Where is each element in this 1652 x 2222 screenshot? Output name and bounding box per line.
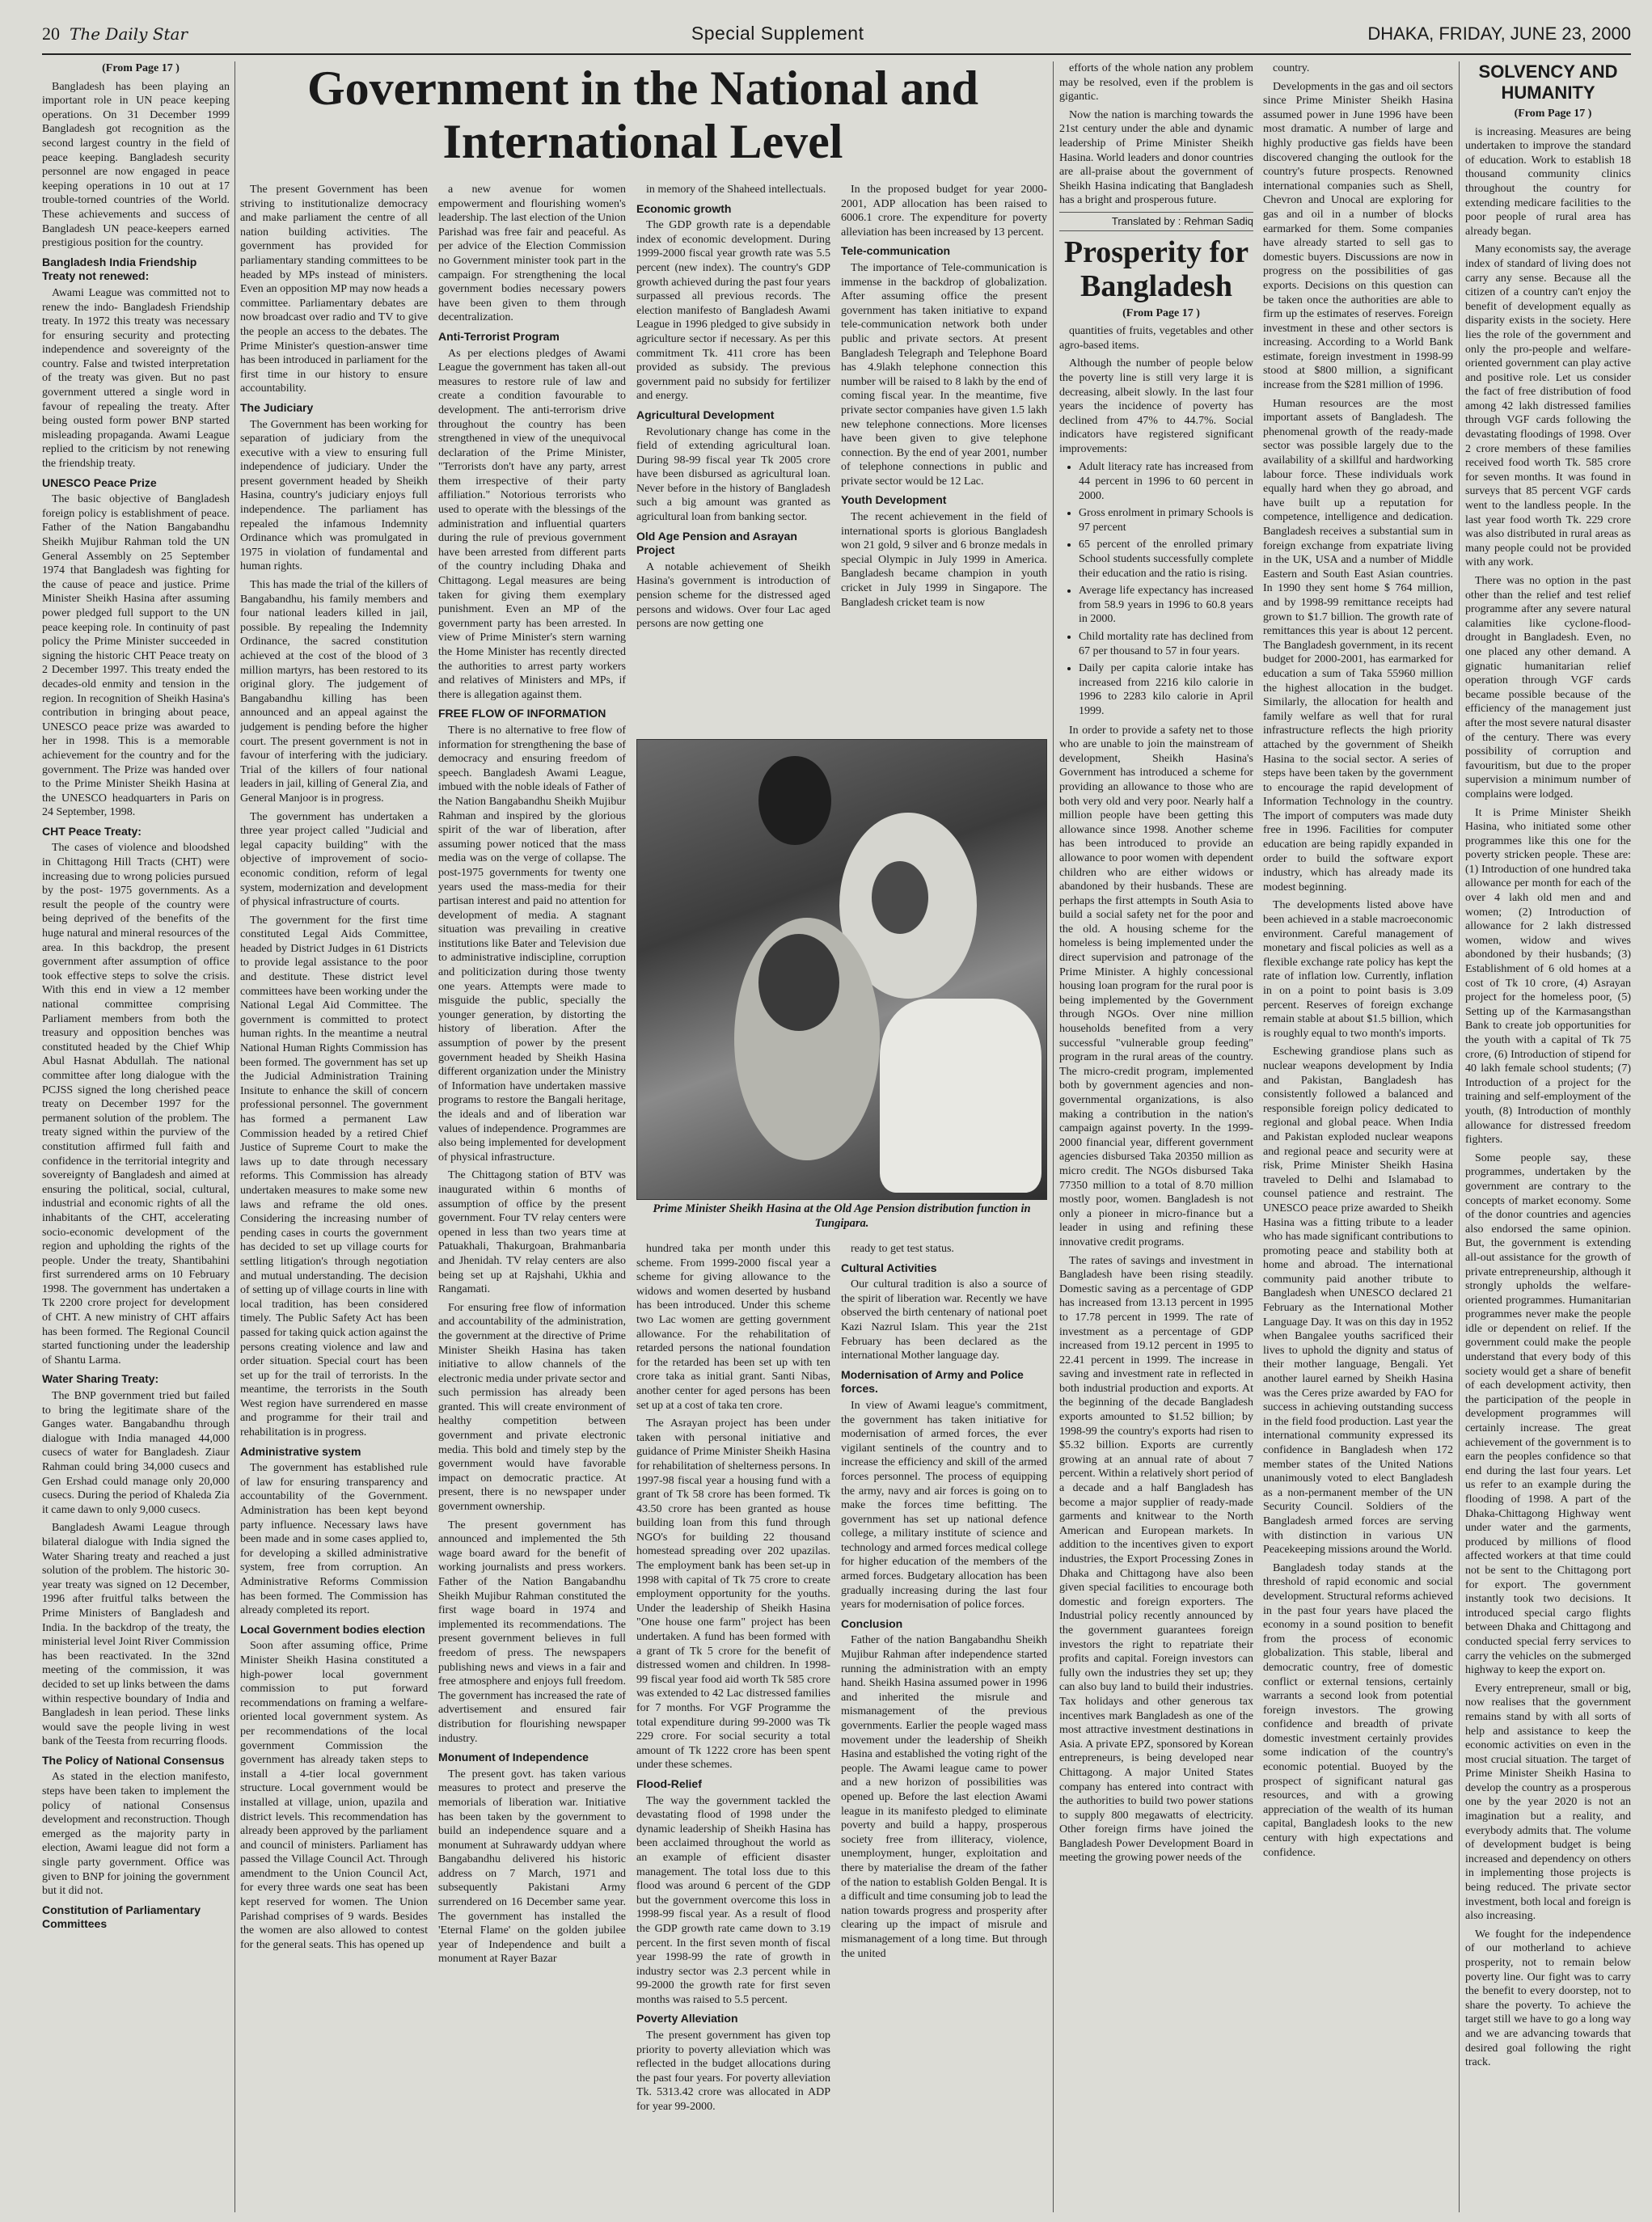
subheading: Old Age Pension and Asrayan Project (636, 529, 797, 557)
subheading: Water Sharing Treaty: (42, 1372, 159, 1386)
paragraph: Bangladesh today stands at the threshold of rapid economic and social development. Structural reforms achieved in the past four years have placed the economy in a sound position to benefit from the process of economic globalization. This stable, liberal and democratic country, free of domestic conflict or external tensions, certainly warrants a second look from potential foreign investors. The growing confidence and breadth of private domestic investment certainly provides some indication of the country's economic potential. Buoyed by the prospect of significant natural gas resources, and with a growing appreciation of the wealth of its human capital, Bangladesh looks to the new century with high expectations and confidence. (1263, 1561, 1453, 1859)
subheading: CHT Peace Treaty: (42, 824, 142, 838)
subheading: Monument of Independence (438, 1751, 589, 1764)
subheading: The Judiciary (240, 400, 314, 414)
list-item: • Average life expectancy has increased from 58.9 years in 1996 to 60.8 years in 2000. (1079, 584, 1253, 627)
subheading: Agricultural Development (636, 408, 775, 421)
subheading: FREE FLOW OF INFORMATION (438, 707, 606, 720)
subheading: Tele-communication (841, 244, 951, 258)
masthead (42, 23, 1631, 55)
paragraph: Awami League was committed not to renew the indo- Bangladesh Friendship treaty. In 1972 this treaty was necessary for ensuring security and protecting independence and sovereignty of the country. False and twisted interpretation of the treaty was given. But no past government uttered a single word in favour of repealing the treaty. After being ousted form power BNP started misleading propaganda. Awami League replied to the criticism by not renewing the friendship treaty. (42, 286, 230, 471)
continued-from: (From Page 17 ) (1514, 108, 1592, 120)
main-headline: Government in the National and International Level (306, 61, 979, 168)
subheading: Economic growth (636, 201, 732, 215)
paragraph: Eschewing grandiose plans such as nuclear weapons development by India and Pakistan, Bangladesh has consistently followed a balanced and responsible foreign policy dedicated to regional and global peace. When India and Pakistan exploded nuclear weapons and regional peace and security were at risk, Prime Minister Sheikh Hasina traveled to Delhi and Islamabad to counsel patience and restraint. The UNESCO peace prize awarded to Sheikh Hasina was a fitting tribute to a leader who has made significant contributions to promoting peace and stability both at home and abroad. The international community paid another tribute to Bangladesh when UNESCO declared 21 February as the International Mother Language Day. It was on this day in 1952 when Bangalee youths sacrificed their lives to uphold the dignity and status of their mother language, Bengali. Yet another laurel earned by Sheikh Hasina was the Ceres prize awarded by FAO for success in achieving outstanding success in the field food production. Last year the international community expressed its confidence in Bangladesh when 172 member states of the United Nations unanimously voted to elect Bangladesh as a non-permanent member of the UN Security Council. Soldiers of the Bangladesh armed forces are serving with distinction in various UN Peacekeeping missions around the World. (1263, 1046, 1453, 1557)
indicator-list (1059, 460, 1253, 718)
paragraph: There is no alternative to free flow of information for strengthening the base of democracy and ensuring freedom of speech. Bangladesh Awami League, imbued with the noble ideals of Father of the Nation Bangabandhu Sheikh Mujibur Rahman and inspired by the glorious spirit of the war of liberation, after assuming power noticed that the mass media was on the verge of collapse. The post-1975 governments for twenty one years used the mass-media for their partisan interest and paid no attention for development of media. A stagnant situation was prevailing in creative institutions like Bater and Television due to administrative indiscipline, corruption and politicization during those twenty one years. Attempts were made to misguide the public, specially the younger generation, by distorting the history of liberation. After the assumption of power by the present government headed by Sheikh Hasina different organization under the Ministry of Information have undertaken massive programs to restore the Bangali heritage, the ideals and and of liberation war values of independence. Programmes are also being implemented for development of physical infrastructure. (438, 724, 626, 1164)
column-rule (1053, 61, 1054, 2212)
paragraph: The present Government has been striving to institutionalize democracy and make parliament the centre of all nation building activities. The government has provided for parliamentary standing committees to be headed by MPs instead of ministers. Even an opposition MP may now heads a committee. Parliamentary debates are now broadcast over radio and TV to give the people an access to the debates. The Prime Minister's question-answer time has been introduced in parliament for the first time in our history to ensure accountability. (240, 184, 428, 395)
paragraph: The Government has been working for separation of judiciary from the executive with a view to ensuring full independence of judiciary. Under the present government headed by Sheikh Hasina, country's judiciary enjoys full independence. The parliament has repealed the infamous Indemnity Ordinance which was promulgated in 1975 in violation of fundamental and human rights. (240, 418, 428, 573)
paragraph: The present govt. has taken various measures to protect and preserve the memorials of liberation war. Initiative has been taken by the government to build an independence square and a monument at Suhrawardy uddyan where Bangabandhu delivered his historic address on 7 March, 1971 and subsequently Pakistani Army surrendered on 16 December same year. The government has installed the 'Eternal Flame' on the golden jubilee year of Independence and built a monument at Rayer Bazar (438, 1768, 626, 1966)
paragraph: country. (1273, 62, 1310, 74)
paper-logo: The Daily Star (70, 24, 188, 44)
subheading: Constitution of Parliamentary Committees (42, 1903, 201, 1931)
paragraph: Developments in the gas and oil sectors since Prime Minister Sheikh Hasina assumed power in June 1996 have been most dramatic. A number of large and highly productive gas fields have been discovered changing the outlook for the country's future prospects. Renowned international companies such as Shell, Chevron and Unocal are exploring for gas and oil in a number of blocks earmarked for them. Some companies have already started to sell gas to domestic buyers. Discussions are now in progress on the possibilities of gas exports. Decisions on this question can be taken once the authorities are able to firm up the estimates of reserves. Foreign investment in these and other sectors is increasing. According to a World Bank estimate, foreign investment in 1998-99 stood at $800 million, a significant increase from the $281 million of 1996. (1263, 80, 1453, 392)
paragraph: In the proposed budget for year 2000-2001, ADP allocation has been raised to 6006.1 crore. The expenditure for poverty alleviation has been increased by 13 percent. (841, 184, 1047, 239)
paragraph: The rates of savings and investment in Bangladesh have been rising steadily. Domestic saving as a percentage of GDP has increased from 13.13 percent in 1995 to 17.78 percent in 1999. The rate of investment as a percentage of GDP increased from 19.12 percent in 1995 to 22.41 percent in 1999. The increase in saving and investment rate in reflected in both industrial production and exports. At the beginning of the decade Bangladesh exports amounted to $1.52 billion; by 1998-99 the country's exports had risen to $5.32 billion. Exports are currently growing at an annual rate of about 7 percent. Within a relatively short period of a decade and a half Bangladesh has become a major supplier of ready-made garments and knitwear to the North American and European markets. In addition to the incentives given to export industries, the Export Processing Zones in Dhaka and Chittagong have also been given special facilities to encourage both domestic and foreign exporters. The Industrial policy recently announced by the government guarantees foreign investors the right to repatriate their profits and capital. Foreign investors can fully own the industries they set up; they can also buy land to build their industries. Tax holidays and other generous tax incentives mark Bangladesh as one of the most attractive investment destinations in Asia. A private EPZ, sponsored by Korean entrepreneurs, is being developed near Chittagong. A major United States company has entered into contract with the authorities to build two power stations to supply 800 megawatts of electricity. Other foreign firms have joined the Bangladesh Power Development Board in meeting the growing power needs of the (1059, 1254, 1253, 1865)
paragraph: Our cultural tradition is also a source of the spirit of liberation war. Recently we have observed the birth centenary of national poet Kazi Nazrul Islam. This year the 21st February has been declared as the international Mother language day. (841, 1278, 1047, 1362)
subheading: Poverty Alleviation (636, 2012, 738, 2026)
paragraph: Now the nation is marching towards the 21st century under the able and dynamic leadership of Prime Minister Sheikh Hasina. World leaders and donor countries are all-praise about the government of Sheikh Hasina indicating that Bangladesh has a bright and prosperous future. (1059, 108, 1253, 207)
column-8 (1465, 61, 1631, 2212)
paragraph: The present government has announced and implemented the 5th wage board award for the benefit of working journalists and press workers. Father of the Nation Bangabandhu Sheikh Mujibur Rahman constituted the first wage board in 1974 and implemented its recommendations. The present government believes in full freedom of press. The newspapers publishing news and views in a fair and free atmosphere and enjoys full freedom. The government has increased the rate of advertisement and ensured fair distribution for flourishing newspaper industry. (438, 1519, 626, 1745)
dateline: DHAKA, FRIDAY, JUNE 23, 2000 (1367, 23, 1631, 44)
paragraph: The government has undertaken a three year project called "Judicial and legal capacity building" with the objective of improvement of socio-economic condition, reform of legal system, modernization and development of physical infrastructure of courts. (240, 810, 428, 909)
paragraph: The Chittagong station of BTV was inaugurated within 6 months of assumption of office by the present government. Four TV relay centers were opened in less than two years time at Patuakhali, Thakurgoan, Brahmanbaria and Jhenidah. TV relay centers are also being set up at Rajshahi, Ukhia and Rangamati. (438, 1169, 626, 1296)
paragraph: In order to provide a safety net to those who are unable to join the mainstream of development, Sheikh Hasina's Government has introduced a scheme for providing an allowance to those who are both very old and very poor. Nearly half a million people have been getting this allowance since 1998. Another scheme has been introduced to provide an allowance to poor women with dependent children who are either widows or abandoned by their husbands. These are perhaps the first attempts in South Asia to build a social safety net for the poor and the old. A housing scheme for the homeless is being implemented under the direct supervision and patronage of the Prime Minister. A highly concessional housing loan program for the rural poor is being implemented by the Government through NGOs. Over nine million households benefited from a very successful "vulnerable group feeding" program in the rural areas of the country. The micro-credit program, implemented both by government agencies and non-governmental organizations, is also making a contribution in the nation's campaign against poverty. In the 1999-2000 financial year, different government agencies disbursed Taka 20350 million as micro credit. The NGOs disbursed Taka 77350 million to a total of 8.70 million mostly poor, women. Bangladesh is not only a pioneer in micro-finance but a leader in using and refining these innovative credit programs. (1059, 724, 1253, 1248)
paragraph: Some people say, these programmes, undertaken by the government are contrary to the concepts of market economy. Some of the donor countries and agencies also endorsed the same opinion. But, the government is extending all-out assistance for the growth of private entrepreneurship, although it strongly upholds the welfare-oriented programmes. Humanitarian programmes never make the people idle or dependent on relief. If the government could make the people understand that every body of this society would get a share of benefit of each development activity, then the participation of the people in development programmes will certainly increase. The great achievement of the government is to earn the peoples confidence so that end during the last four years. Let us refer to an example during the flooding of 1998. A part of the Dhaka-Chittagong Highway went under water and the garments, produced by millions of flood affected workers at that time could not be sent to the Chittagong port for export. The government instantly took two decisions. It introduced special cargo flights between Dhaka and Chittagong and conducted special ferry services to carry the vehicles on the submerged highway to keep the export on. (1465, 1151, 1631, 1677)
paragraph: Human resources are the most important assets of Bangladesh. The phenomenal growth of the ready-made sector was possible largely due to the availability of a skillful and hardworking labour force. These individuals work equally hard when they go abroad, and have built up a reputation for competence, intelligence and dedication. Bangladesh receives a substantial sum in foreign exchange from expatriate living in the UK, USA and a number of Middle Eastern and South East Asian countries. In 1990 they sent home $ 764 million, and by 1998-99 remittance receipts had grown to $1.7 billion. The growth rate of remittances this year is about 12 percent. The Bangladesh government, in its recent budget for 2000-2001, has earmarked for education a sum of Taka 55960 million the highest allocation in the budget. Similarly, the allocation for health and family welfare as well that for rural infrastructure reflects the high priority attached by the government of Sheikh Hasina to the social sector. A series of steps have been taken by the government to encourage the rapid development of Information Technology in the country. The import of computers was made duty free in 1996. Facilities for computer education are being rapidly expanded in order to build the software export industry, which has already made its modest beginning. (1263, 397, 1453, 893)
column-2 (240, 183, 428, 2212)
masthead-left (42, 23, 188, 44)
list-item: • 65 percent of the enrolled primary School students successfully complete their education and the ratio is rising. (1079, 538, 1253, 581)
paragraph: is increasing. Measures are being undertaken to improve the standard of education. Work to establish 18 thousand community clinics throughout the country for extending medicare facilities to the poor people of rural area has already began. (1465, 125, 1631, 238)
section-title: Special Supplement (691, 23, 864, 44)
list-item: • Daily per capita calorie intake has increased from 2216 kilo calorie in 1996 to 2283 kilo calorie in April 1999. (1079, 661, 1253, 718)
paragraph: The BNP government tried but failed to bring the legitimate share of the Ganges water. Bangabandhu through dialogue with India managed 44,000 cusecs of water for Bangladesh. Ziaur Rahman could bring 34,000 cusecs and Gen Ershad could manage only 20,000 cusecs. During the period of Khaleda Zia it came dawn to only 9,000 cusecs. (42, 1390, 230, 1516)
paragraph: The government for the first time constituted Legal Aids Committee, headed by District Judges in 61 Districts to provide legal assistance to the poor and destitute. These district level committees have been working under the National Legal Aid Committee. The government is committed to protect human rights. In the meantime a neutral National Human Rights Commission has been formed. The government has set up the Judicial Administration Training Insitute to enhance the skill of concern professional personnel. The government has formed a permanent Law Commission headed by a retired Chief Justice of Supreme Court to make the laws up to date through necessary reforms. This Commission has already undertaken measures to make some new laws and reframe the old ones. Considering the increasing number of pending cases in courts the government has decided to set up village courts for settling litigation's through negotiation and mutual understanding. The decision of setting up of village courts in line with local tradition, has been considered timely. The Public Safety Act has been passed for taking quick action against the persons creating violence and law and order situation. Special court has been set up for the trail of terrorists. In the meantime, the terrorists in the South West region have surrendered en masse and programme for their trail and rehabilitation is in progress. (240, 914, 428, 1439)
column-3 (438, 183, 626, 2212)
paragraph: A notable achievement of Sheikh Hasina's government is introduction of pension scheme for the distressed aged persons and widows. Over four Lac aged persons are now getting one (636, 560, 830, 631)
continued-from: (From Page 17 ) (102, 62, 180, 74)
paragraph: The recent achievement in the field of international sports is glorious Bangladesh won 21 gold, 9 silver and 6 bronze medals in special Olympic in July 1999 in America. Bangladesh became champion in youth cricket in July 1999 in Singapore. The Bangladesh cricket team is now (841, 511, 1047, 609)
column-4-bottom (636, 1242, 830, 2212)
paragraph: The present government has given top priority to poverty alleviation which was reflected in the budget allocations during the past four years. For poverty alleviation Tk. 5313.42 crore was allocated in ADP for year 99-2000. (636, 2030, 830, 2114)
article-headline: Prosperity for Bangladesh (1063, 234, 1249, 303)
paragraph: We fought for the independence of our motherland to achieve prosperity, not to remain below poverty line. Our fight was to carry the benefit to every doorstep, not to share the poverty. To achieve the target still we have to go a long way and we are advancing towards that desired goal following the right track. (1465, 1928, 1631, 2069)
paragraph: The GDP growth rate is a dependable index of economic development. During 1999-2000 fiscal year growth rate was 5.5 percent (new index). The country's GDP growth achieved during the past four years surpassed all previous records. The election manifesto of Bangladesh Awami League in 1996 pledged to give subsidy in agriculture sector if necessary. As per this commitment Tk. 411 crore has been provided as subsidy. The previous government paid no subsidy for fertilizer and energy. (636, 219, 830, 403)
paragraph: The way the government tackled the devastating flood of 1998 under the dynamic leadership of Sheikh Hasina has been acclaimed throughout the world as an example of efficient disaster management. The total loss due to this flood was around 6 percent of the GDP but the government overcome this loss in 1998-99 fiscal year. As a result of flood the GDP growth rate came down to 3.19 percent. In the first seven month of fiscal year 1998-99 the rate of growth in industry sector was 2.3 percent while in 99-2000 the growth rate for first seven months was raised to 5.5 percent. (636, 1794, 830, 2006)
paragraph: Bangladesh has been playing an important role in UN peace keeping operations. On 31 December 1999 Bangladesh got recognition as the second largest country in the field of peace keeping. Bangladesh security personnel are now engaged in peace keeping operations in 10 out at 17 trouble-torned countries of the World. These achievements and success of Bangladesh UN peace-keepers earned prestigious position for the country. (42, 80, 230, 250)
column-7 (1263, 61, 1453, 2212)
subheading: UNESCO Peace Prize (42, 475, 157, 489)
subheading: Anti-Terrorist Program (438, 329, 560, 343)
column-5-bottom (841, 1242, 1047, 2212)
paragraph: As per elections pledges of Awami League the government has taken all-out measures to restore rule of law and create a condition favourable to development. The anti-terrorism drive throughout the country has been strengthened in view of the unequivocal declaration of the Prime Minister, "Terrorists don't have any party, arrest them irrespective of their party affiliation." Notorious terrorists who used to operate with the blessings of the administration and influential quarters during the rule of previous government have been arrested from different parts of the country including Dhaka and Chittagong. Legal measures are being taken for giving them exemplary punishment. Even an MP of the government party has been arrested. In view of Prime Minister's stern warning the Home Minister has recently directed the authorities to arrest party workers and relatives of Ministers and MPs, if there is allegation against them. (438, 347, 626, 701)
subheading: The Policy of National Consensus (42, 1753, 225, 1767)
column-rule (1459, 61, 1460, 2212)
paragraph: In view of Awami league's commitment, the government has taken initiative for modernisation of armed forces, the ever vigilant sentinels of the country and to increase the efficiency and skill of the armed forces personnel. The process of equipping the army, navy and air forces is going on to make the forces time befitting. The government has set up national defence college, a military institute of science and technology and armed forces medical college for higher education of the members of the armed forces. Budgetary allocation has been gradually increasing during the last four years for modernisation of police forces. (841, 1399, 1047, 1612)
column-4-top (636, 183, 830, 733)
paragraph: Bangladesh Awami League through bilateral dialogue with India signed the Water Sharing treaty and reached a just solution of the problem. The historic 30-year treaty was signed on 12 December, 1996 after fruitful talks between the Prime Ministers of Bangladesh and India. In the backdrop of the treaty, the ministerial level Joint River Commission has been reactivated. In the 32nd meeting of the commission, it was decided to set up links between the dams within respective boundary of India and Bangladesh in lean period. These links would save the people living in west bank of the Teesta from recurring floods. (42, 1522, 230, 1748)
subheading: Cultural Activities (841, 1261, 937, 1274)
translator-credit: Translated by : Rehman Sadiq (1059, 212, 1253, 231)
paragraph: The government has established rule of law for ensuring transparency and accountability of the Government. Administration has been kept beyond party influence. Necessary laws have been made and in some cases applied to, for developing a skilled administrative system, free from corruption. An Administrative Reforms Commission has been formed. The Commission has already completed its report. (240, 1462, 428, 1617)
subheading: Conclusion (841, 1616, 903, 1630)
paragraph: For ensuring free flow of information and accountability of the administration, the government at the directive of Prime Minister Sheikh Hasina has taken initiative to allow channels of the electronic media under private sector and such permission has already been granted. This will create environment of healthy competition between government and private electronic media. This bold and timely step by the government would have favorable impact on democratic practice. At present, there is no newspaper under government ownership. (438, 1301, 626, 1514)
paragraph: The Asrayan project has been under taken with personal initiative and guidance of Prime Minister Sheikh Hasina for rehabilitation of shelterness persons. In 1997-98 fiscal year a housing fund with a grant of Tk 58 crore has been formed. Tk 43.50 crore has been granted as house building loan from this fund through NGO's for building 22 thousand homestead spreading over 202 upazilas. The employment bank has been set-up in 1998 with capital of Tk 75 crore to create employment opportunity for the youths. Under the leadership of Sheikh Hasina "One house one farm" project has been undertaken. A fund has been formed with a grant of Tk 5 crore for the benefit of distressed women and children. In 1998-99 fiscal year food aid worth Tk 585 crore was extended to 42 Lac distressed families for 7 months. For VGF Programme the total expenditure during 99-2000 was Tk 229 crore. For social security a total amount of Tk 1222 crore has been spent under these schemes. (636, 1417, 830, 1772)
list-item: • Adult literacy rate has increased from 44 percent in 1996 to 60 percent in 2000. (1079, 460, 1253, 503)
paragraph: Soon after assuming office, Prime Minister Sheikh Hasina constituted a high-power local government commission to put forward recommendations on framing a welfare-oriented local government system. As per recommendations of the local government Commission the government has already taken steps to install a 4-tier local government structure. Local government would be installed at village, union, upazila and district levels. This recommendation has already been approved by the parliament and council of ministers. Parliament has passed the Village Council Act. Through amendment to the Union Council Act, for every three wards one seat has been kept reserved for women. The Union Parishad comprises of 9 wards. Besides the women are also allowed to contest for the general seats. This has opened up (240, 1640, 428, 1951)
photo-caption: Prime Minister Sheikh Hasina at the Old Age Pension distribution function in Tungipara. (653, 1202, 1031, 1230)
paragraph: Although the number of people below the poverty line is still very large it is decreasing, albeit slowly. In the last four years the incidence of poverty has declined from 47% to 44.7%. Social indicators have registered significant improvements: (1059, 357, 1253, 455)
subheading: Youth Development (841, 493, 947, 507)
paragraph: The developments listed above have been achieved in a stable macroeconomic environment. Careful management of monetary and fiscal policies as well as a flexible exchange rate policy has kept the rate of inflation low. Currently, inflation in on a point to point basis is 3.09 percent. Reserves of foreign exchange remain stable at about $1.5 billion, which is roughly equal to two month's imports. (1263, 899, 1453, 1040)
paragraph: efforts of the whole nation any problem may be resolved, even if the problem is gigantic. (1059, 62, 1253, 103)
paragraph: Every entrepreneur, small or big, now realises that the government remains stand by with all sorts of help and assistance to keep the economic activities on even in the most crucial situation. The target of Prime Minister Sheikh Hasina to develop the country as a prosperous one by the year 2020 is not an imagination but a reality, and everybody admits that. The volume of development budget is being increased and dependency on others in implementing those projects is being reduced. The private sector investment, both local and foreign is also increasing. (1465, 1682, 1631, 1923)
subheading: Flood-Relief (636, 1776, 702, 1790)
column-6 (1059, 61, 1253, 2212)
paragraph: Many economists say, the average index of standard of living does not carry any sense. Because all the citizen of a country can't enjoy the benefit of development equally as disparity exists in the society. Here lies the role of the government and only the pro-people and welfare- oriented government can play active and positive role. Let us consider the fact of free distribution of food among 42 lakh distressed families through VGF cards following the devastating floodings of 1998. Over 2 crore members of these families received food worth Tk. 585 crore for seven months. It was found in surveys that 85 percent VGF cards went to the landless people. In the last year food worth Tk. 229 crore was also distributed in rural areas as many people could not be provided with any work. (1465, 243, 1631, 569)
continued-from: (From Page 17 ) (1122, 306, 1200, 319)
subheading: Modernisation of Army and Police forces. (841, 1367, 1024, 1396)
paragraph: in memory of the Shaheed intellectuals. (646, 184, 826, 196)
article-headline: SOLVENCY AND HUMANITY (1478, 61, 1618, 103)
subheading: Bangladesh India Friendship Treaty not renewed: (42, 255, 197, 283)
columns (42, 61, 1631, 2212)
column-5-top (841, 183, 1047, 733)
paragraph: hundred taka per month under this scheme. From 1999-2000 fiscal year a scheme for giving allowance to the widows and women deserted by husband has been introduced. Under this scheme two Lac women are getting government allowance. For the rehabilitation of retarded persons the national foundation for the retarded has been set up with ten crore taka as initial grant. Santi Nibas, another center for aged persons has been set up at a cost of taka ten crore. (636, 1243, 830, 1412)
column-rule (234, 61, 235, 2212)
paragraph: ready to get test status. (851, 1243, 954, 1255)
paragraph: The importance of Tele-communication is immense in the backdrop of globalization. After assuming office the present government has taken initiative to expand tele-communication network both under public and private sectors. At present Bangladesh Telegraph and Telephone Board has 4.9lakh telephone connection this number will be raised to 8 lakh by the end of coming fiscal year. In the meantime, five private sector companies have given 1.5 lakh new telephone connections. More licenses have been given to give telephone connection. By the end of year 2001, number of telephone connections in public and private sector would be 12 Lac. (841, 261, 1047, 488)
subheading: Local Government bodies election (240, 1622, 425, 1636)
paragraph: The cases of violence and bloodshed in Chittagong Hill Tracts (CHT) were increasing due to wrong policies pursued by the post- 1975 governments. As a result the people of the country were being deprived of the benefits of the huge natural and mineral resources of the area. In this backdrop, the present government after assumption of office took effective steps to solve the crisis. With this end in view a 12 member national committee comprising Parliament members from both the treasury and opposition benches was constituted headed by the Chief Whip Abul Hasnat Abdullah. The national committee after long dialogue with the PCJSS signed the long cherished peace treaty on December 1997 for the permanent solution of the problem. The treaty signed within the purview of the constitution affirmed full faith and confidence in the territorial integrity and sovereignty of Bangladesh and aimed at ensuring the political, social, cultural, industrial and economic rights of all the inhabitants of the CHT, accelerating socio-economic development of the region and upholding the rights of the people. Under the treaty, Shantibahini first surrendered arms on 10 February 1998. The government has undertaken a Tk 2200 crore project for development of CHT. A new ministry of CHT affairs has been formed. The Regional Council started functioning under the leadership of Shantu Larma. (42, 842, 230, 1367)
subheading: Administrative system (240, 1444, 361, 1458)
list-item: • Child mortality rate has declined from 67 per thousand to 57 in four years. (1079, 630, 1253, 658)
paragraph: a new avenue for women empowerment and flourishing women's leadership. The last election of the Union Parishad was free fair and peaceful. As per advice of the Election Commission no Government minister took part in the campaign. For strengthening the local government bodies necessary powers have been given to them through decentralization. (438, 184, 626, 324)
paragraph: There was no option in the past other than the relief and test relief programme after any severe natural calamities like cyclone-flood-drought in Bangladesh. Even, no one placed any other demand. A gignatic humanitarian relief operation through VGF cards became possible because of the efficiency of the management just after the most severe natural disaster of the century. There was every possibility of corruption and favouritism, but due to the proper supervision a minimum number of complains were lodged. (1465, 575, 1631, 801)
paragraph: Revolutionary change has come in the field of extending agricultural loan. During 98-99 fiscal year Tk 2005 crore have been disbursed as agricultural loan. Never before in the history of Bangladesh such a big amount was granted as agricultural loan from banking sector. (636, 425, 830, 524)
paragraph: This has made the trial of the killers of Bangabandhu, his family members and four national leaders killed in jail, possible. By repealing the Indemnity Ordinance, the sacred constitution achieved at the cost of the blood of 3 million martyrs, has been restored to its original glory. The judgement of Bangabandhu killing has been announced and an appeal against the judgement is pending before the higher court. The present government is not in favour of interfering with the judiciary. Trial of the killers of four national leaders in jail, killing of General Zia, and General Manjoor is in progress. (240, 579, 428, 805)
list-item: • Gross enrolment in primary Schools is 97 percent (1079, 506, 1253, 534)
paragraph: The basic objective of Bangladesh foreign policy is establishment of peace. Father of the Nation Bangabandhu Sheikh Mujibur Rahman told the UN General Assembly on 25 September 1974 that Bangladesh was fighting for the cause of peace and justice. Prime Minister Sheikh Hasina after assuming power pledged full support to the UN peace keeping role. In continuity of past policy the Prime Minister succeeded in signing the historic CHT Peace treaty on 2 December 1997. This treaty ended the decades-old enmity and tension in the region. In recognition of Sheikh Hasina's contribution in bringing about peace, UNESCO peace prize was awarded to her in 1998. This is a memorable achievement for the country and for the government. The Prize was handed over to the Prime Minister Sheikh Hasina at the UNESCO headquarters in Paris on 24 September, 1998. (42, 493, 230, 819)
paragraph: It is Prime Minister Sheikh Hasina, who initiated some other programmes like this one for the poverty stricken people. These are: (1) Introduction of one hundred taka allowance per month for each of the over 4 lakh old men and and women; (2) Introduction of allowance for 2 lakh distressed women, widow and wives abondoned by their husbands; (3) Establishment of 6 old homes at a cost of Tk 10 crore, (4) Asrayan project for the homeless poor, (5) Setting up of the Karmasangsthan Bank to create job opportunities for the youth with a capital of Tk 75 crore, (6) Introduction of stipend for 40 lakh female school students; (7) Introduction of a project for the training and self-employment of the youth, (8) Introduction of monthly allowance for distressed freedom fighters. (1465, 806, 1631, 1147)
paragraph: Father of the nation Bangabandhu Sheikh Mujibur Rahman after independence started running the administration with an empty hand. Sheikh Hasina assumed power in 1996 and inherited the misrule and mismanagement of the previous governments. Earlier the people waged mass movement under the leadership of Sheikh Hasina and established the voting right of the people. The Awami league came to power and a new horizon of possibilities was opened up. Before the last election Awami league in its manifesto pledged to eliminate poverty and build a happy, prosperous society free from illiteracy, violence, unemployment, hunger, exploitation and there by materialise the dream of the father of the nation to establish Golden Bengal. It is a difficult and time consuming job to lead the nation towards progress and prosperity after clearing up the impact of misrule and mismanagement of a long time. But through the united (841, 1634, 1047, 1960)
news-photo (636, 739, 1047, 1200)
paragraph: As stated in the election manifesto, steps have been taken to implement the policy of national Consensus development and reconstruction. Though emerged as the majority party in election, Awami league did not form a single party government. Office was given to BNP for joining the government but it did not. (42, 1771, 230, 1898)
page-number: 20 (42, 23, 60, 44)
paragraph: quantities of fruits, vegetables and other agro-based items. (1059, 325, 1253, 352)
column-1 (42, 61, 230, 2212)
